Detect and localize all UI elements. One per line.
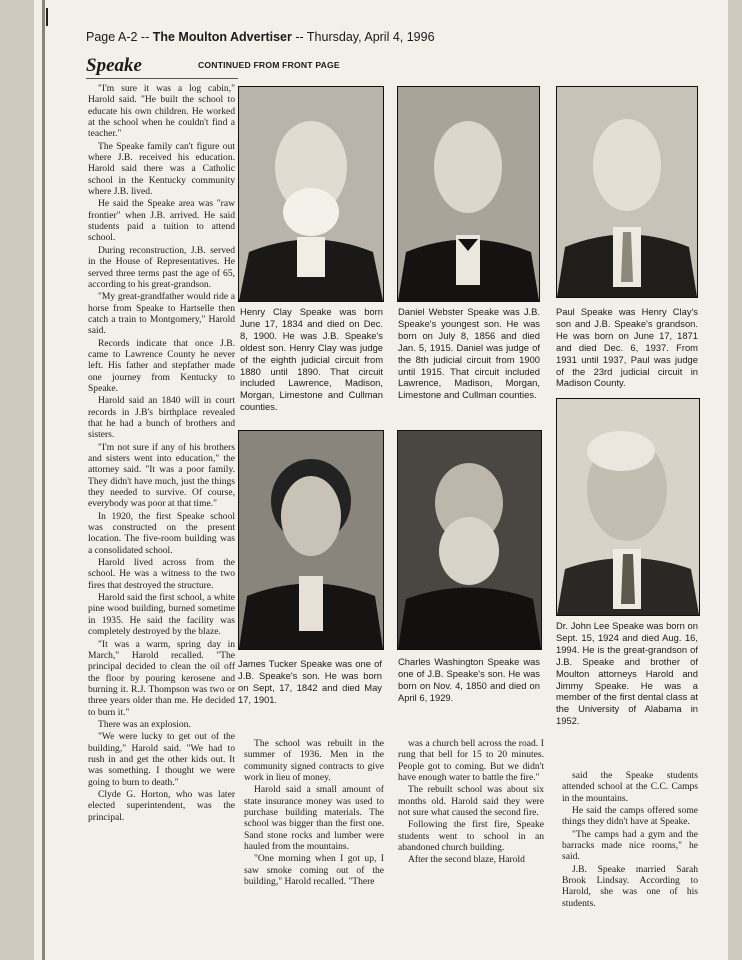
paragraph: There was an explosion. [98, 718, 191, 730]
kicker-rule [86, 78, 238, 79]
photo-henry-clay-speake [238, 86, 384, 302]
paragraph: Following the first fire, Speake students went to school in an abandoned church building. [398, 819, 544, 854]
paragraph: Clyde G. Horton, who was later elected superintendent, was the principal. [88, 788, 235, 823]
caption-paul-speake: Paul Speake was Henry Clay's son and J.B. Speake's grandson. He was born on June 17, 1871 and died Dec. 6, 1937. From 1931 until 1937, Paul was judge of the 23rd judicial circuit in Madison County. [556, 306, 698, 389]
page-header [86, 30, 606, 44]
paragraph: said the Speake students attended school at the C.C. Camps in the mountains. [562, 770, 698, 804]
kicker-title: Speake [86, 55, 142, 76]
paragraph: Harold said an 1840 will in court records in J.B's birthplace revealed that he had a bunch of brothers and sisters. [88, 395, 235, 441]
paragraph: In 1920, the first Speake school was constructed on the present location. The five-room building was a consolidated school. [88, 510, 235, 556]
pen-mark [46, 8, 48, 26]
continued-label: CONTINUED FROM FRONT PAGE [198, 60, 340, 70]
caption-charles-washington-speake: Charles Washington Speake was one of J.B. Speake's son. He was born on Nov. 4, 1850 and died on April 6, 1929. [398, 656, 540, 703]
paragraph: "The camps had a gym and the barracks made nice rooms," he said. [562, 828, 698, 863]
paragraph: "My great-grandfather would ride a horse from Speake to Hartselle then catch a train to Montgomery," Harold said. [88, 291, 235, 337]
paragraph: He said the camps offered some things they didn't have at Speake. [562, 805, 698, 828]
photo-paul-speake [556, 86, 698, 298]
paragraph: Records indicate that once J.B. came to Lawrence County he never left. His father and stepfather made one journey from Kentucky to Speake. [88, 337, 235, 394]
paragraph: Harold said the first school, a white pine wood building, burned sometime in 1935. He said the facility was completely destroyed by the blaze. [88, 592, 235, 638]
paragraph: Harold lived across from the school. He was a witness to the two fires that destroyed the structure. [88, 557, 235, 591]
caption-henry-clay-speake: Henry Clay Speake was born June 17, 1834 and died on Dec. 8, 1900. He was J.B. Speake's oldest son. Henry Clay was judge of the eighth judicial circuit from 1880 until 1890. That circuit included Lawrence, Madison, Morgan, Limestone and Cullman counties. [240, 306, 383, 413]
caption-james-tucker-speake: James Tucker Speake was one of J.B. Speake's son. He was born on Sept, 17, 1842 and died May 17, 1901. [238, 658, 382, 705]
paragraph: The rebuilt school was about six months old. Harold said they were not sure what caused the second fire. [398, 784, 544, 819]
caption-john-lee-speake: Dr. John Lee Speake was born on Sept. 15, 1924 and died Aug. 16, 1994. He is the great-grandson of J.B. Speake and brother of Moulton attorneys Harold and Jimmy Speake. He was a member of the first dental class at the University of Alabama in 1952. [556, 620, 698, 727]
page-fold-edge [42, 0, 45, 960]
paragraph: The school was rebuilt in the summer of 1936. Men in the community signed contracts to give work in lieu of money. [244, 738, 384, 784]
photo-john-lee-speake [556, 398, 700, 616]
paragraph: "We were lucky to get out of the building," Harold said. "We had to rush in and get the other kids out. It was something. I thought we were going to burn to death." [88, 731, 235, 788]
column-4 [562, 770, 698, 910]
paragraph: "One morning when I got up, I saw smoke coming out of the building," Harold recalled. "There [244, 853, 384, 888]
photo-daniel-webster-speake [397, 86, 540, 302]
paragraph: After the second blaze, Harold [408, 854, 525, 866]
paragraph: "I'm not sure if any of his brothers and sisters went into education," the attorney said. "It was a poor family. They didn't have much, just the things they needed to survive. Of course, everybody was poor at that time." [88, 441, 235, 510]
caption-daniel-webster-speake: Daniel Webster Speake was J.B. Speake's youngest son. He was born on July 8, 1856 and died Jan. 5, 1915. Daniel was judge of the 8th judicial circuit from 1900 until 1915. That circuit included Lawrence, Madison, Morgan, Limestone and Cullman counties. [398, 306, 540, 401]
paragraph: "I'm sure it was a log cabin," Harold said. "He built the school to educate his own children. He worked at the school when he couldn't find a teacher." [88, 83, 235, 140]
column-3 [398, 738, 544, 867]
photo-james-tucker-speake [238, 430, 384, 650]
paper-name: The Moulton Advertiser [152, 30, 292, 44]
paragraph: During reconstruction, J.B. served in the House of Representatives. He served three terms past the age of 65, according to his great-grandson. [88, 244, 235, 290]
paragraph: The Speake family can't figure out where J.B. received his education. Harold said there was a Catholic school in the Kentucky community where J.B. lived. [88, 140, 235, 198]
paragraph: Harold said a small amount of state insurance money was used to purchase building materials. The school was bigger than the first one. Sand stone rocks and lumber were hauled from the mountains. [244, 784, 384, 853]
paragraph: He said the Speake area was "raw frontier" when J.B. arrived. He said students paid a tuition to attend school. [88, 198, 235, 244]
page-label: Page A-2 -- [86, 30, 150, 44]
left-column [88, 83, 235, 909]
photo-charles-washington-speake [397, 430, 542, 650]
paragraph: J.B. Speake married Sarah Brook Lindsay. According to Harold, she was one of his students. [562, 863, 698, 909]
date-line: -- Thursday, April 4, 1996 [295, 30, 435, 44]
column-2 [244, 738, 384, 888]
paragraph: "It was a warm, spring day in March," Harold recalled. "The principal decided to clean the oil off the floor by pouring kerosene and burning it. R.J. Thompson was two or three years older than me. He decided to burn it." [88, 638, 235, 718]
paragraph: was a church bell across the road. I rung that bell for 15 to 20 minutes. People got to coming. But we didn't have enough water to battle the fire." [398, 738, 544, 784]
